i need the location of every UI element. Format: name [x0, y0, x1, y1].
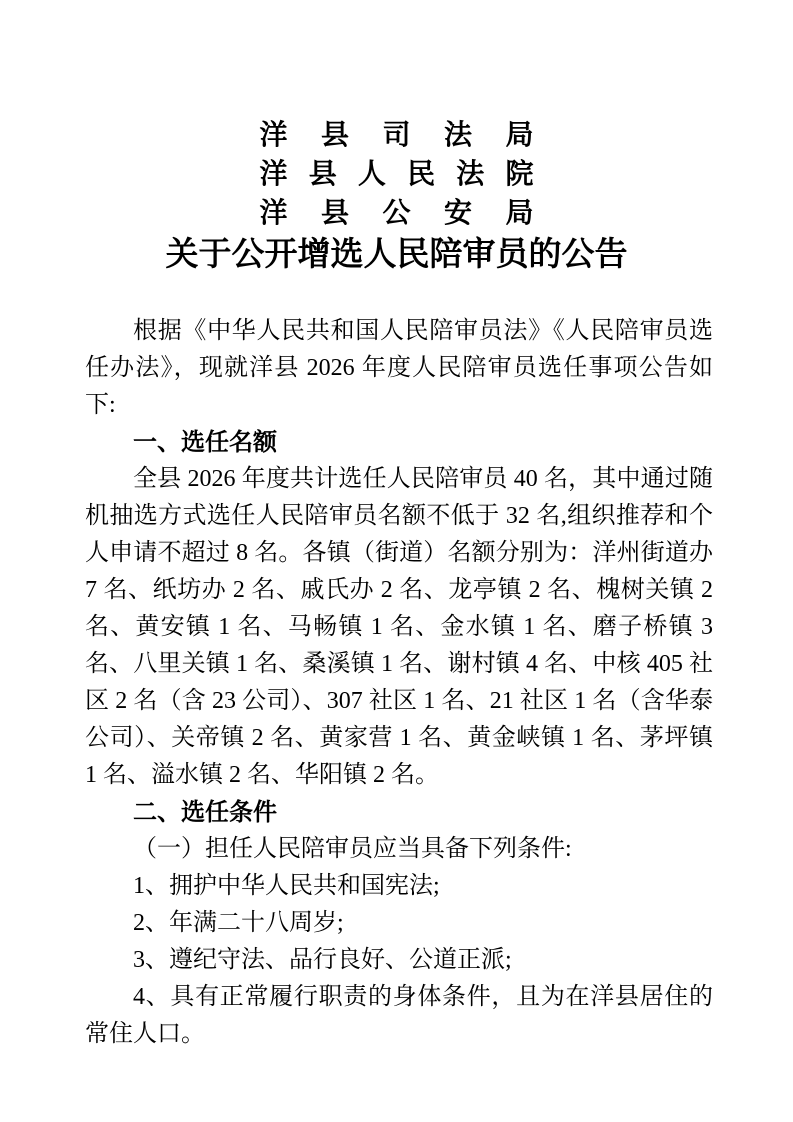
quota-paragraph: 全县 2026 年度共计选任人民陪审员 40 名，其中通过随机抽选方式选任人民陪审员名额不低于 32 名,组织推荐和个人申请不超过 8 名。各镇（街道）名额分别为：洋州街道办 7 名、纸坊办 2 名、戚氏办 2 名、龙亭镇 2 名、槐树关镇 2 名、黄安镇 1 名、马畅镇 1 名、金水镇 1 名、磨子桥镇 3 名、八里关镇 1 名、桑溪镇 1 名、谢村镇 4 名、中核 405 社区 2 名（含 23 公司）、307 社区 1 名、21 社区 1 名（含华泰公司）、关帝镇 2 名、黄家营 1 名、黄金峡镇 1 名、茅坪镇 1 名、溢水镇 2 名、华阳镇 2 名。 [85, 466, 713, 788]
condition-item-1: 1、拥护中华人民共和国宪法; [133, 873, 440, 899]
intro-paragraph: 根据《中华人民共和国人民陪审员法》《人民陪审员选任办法》，现就洋县 2026 年度人民陪审员选任事项公告如下: [85, 318, 713, 418]
condition-item-3: 3、遵纪守法、品行良好、公道正派; [133, 947, 512, 973]
org-line-justice-bureau: 洋 县 司 法 局 [259, 120, 534, 151]
condition-item-2: 2、年满二十八周岁; [133, 910, 344, 936]
issuing-orgs [260, 116, 534, 233]
document-body [0, 313, 793, 1053]
org-line-peoples-court: 洋 县 人 民 法 院 [259, 159, 534, 190]
announcement-title: 关于公开增选人民陪审员的公告 [165, 237, 628, 273]
condition-item-4: 4、具有正常履行职责的身体条件，且为在洋县居住的常住人口。 [85, 984, 713, 1047]
section-1-heading: 一、选任名额 [133, 429, 277, 456]
conditions-intro: （一）担任人民陪审员应当具备下列条件: [133, 836, 572, 862]
org-line-public-security-bureau: 洋 县 公 安 局 [259, 198, 534, 229]
section-2-heading: 二、选任条件 [133, 799, 277, 826]
